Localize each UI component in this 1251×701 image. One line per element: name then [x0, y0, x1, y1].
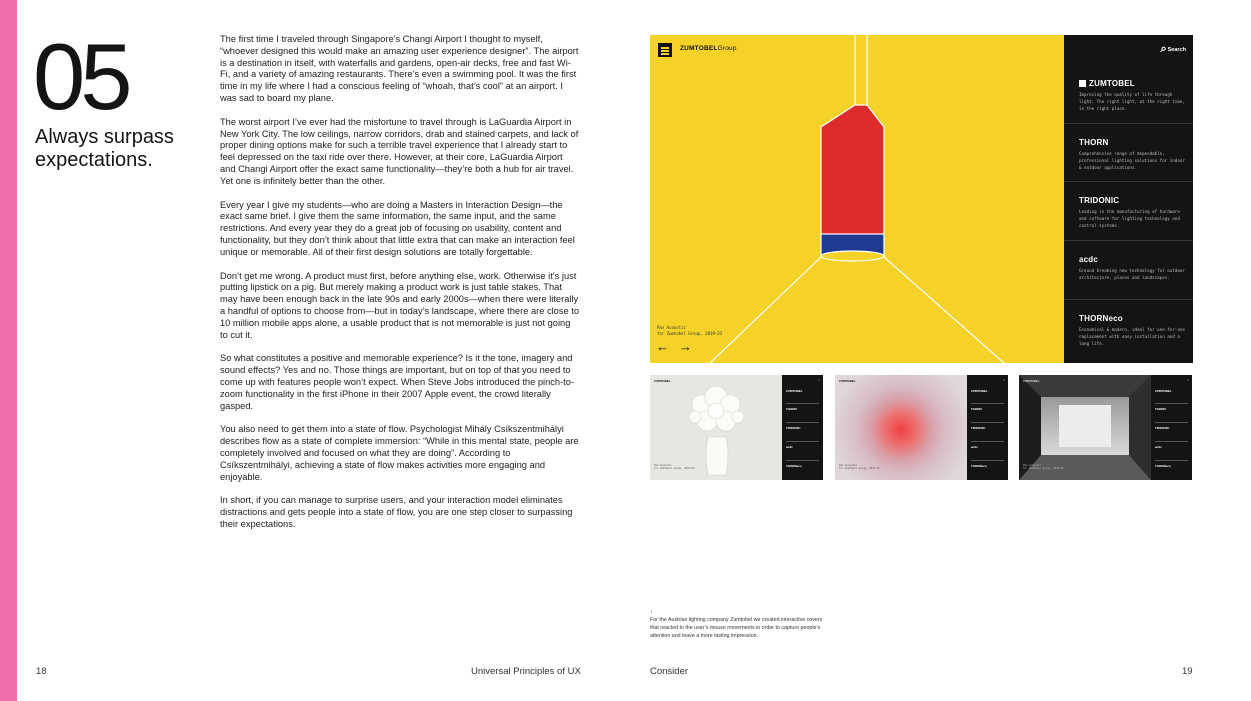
hero-screenshot [650, 35, 1193, 363]
page-number-right: 19 [1182, 666, 1193, 677]
hero-caption: Pan Acoustic for Zumtobel Group, 2019–23 [657, 325, 723, 336]
thumb-caption: Pan Acoustic for Zumtobel Group, 2019–23 [839, 464, 880, 471]
search-icon: ⌕ [818, 378, 820, 382]
thumb-brand-panel: ⌕ ZUMTOBEL THORN TRIDONIC acdc THORNeco [1151, 375, 1192, 480]
brand-item-zumtobel[interactable]: ZUMTOBEL Improving the quality of life through light. The right light, at the right time, in the right place. [1079, 79, 1185, 111]
thumb-brand-panel: ⌕ ZUMTOBEL THORN TRIDONIC acdc THORNeco [967, 375, 1008, 480]
paragraph: You also need to get them into a state of flow. Psychologist Mihály Csíkszentmihályi describes flow as a state of complete immersion: “While in this mental state, people are completely involved and focused on what they are doing”. According to Csíkszentmihályi, achieving a state of flow makes activities more engaging and enjoyable. [220, 424, 579, 482]
search-icon: ⌕ [1003, 378, 1005, 382]
figure-caption [650, 608, 830, 640]
search-button[interactable]: ⌕Search [1160, 43, 1186, 55]
zumtobel-group-logo: ZUMTOBELGroup [680, 45, 737, 52]
chapter-title: Always surpass expectations. [35, 126, 174, 171]
brand-item-tridonic[interactable]: TRIDONIC Leading in the manufacturing of hardware and software for lighting technology and control systems. [1064, 181, 1193, 229]
thumb-pink-glow [835, 375, 1008, 480]
thumb-logo: ZUMTOBEL [839, 379, 856, 383]
figure-caption-text: For the Austrian lighting company Zumtobel we created interactive covers that reacted to the user’s mouse movements in order to capture people’s attention and leave a more lasting impression. [650, 617, 823, 639]
paragraph: In short, if you can manage to surprise users, and your interaction model eliminates distractions and gets people into a state of flow, you are one step closer to surpassing their expectations. [220, 495, 573, 529]
zumtobel-mark-icon [1079, 80, 1086, 87]
brand-item-thorneco[interactable]: THORNeco Economical & modern, ideal for one-for-one replacement with easy installation and a long life. [1064, 299, 1193, 347]
arrow-left-icon[interactable]: ← [656, 339, 669, 354]
chapter-number: 05 [33, 24, 128, 129]
paragraph: The worst airport I’ve ever had the misfortune to travel through is LaGuardia Airport in New York City. The low ceilings, narrow corridors, drab and stained carpets, and lack of proper dining options make for such a terrible travel experience that I already start to feel depressed on the taxi ride over there. However, at their core, LaGuardia Airport and Changi Airport offer the exact same functionality—they’re both a hub for air travel. Yet one is infinitely better than the other. [220, 116, 579, 186]
brand-item-acdc[interactable]: acdc Ground breaking new technology for outdoor architecture, places and landscapes. [1064, 240, 1193, 281]
thumb-caption: Pan Acoustic for Zumtobel Group, 2019–23 [1023, 464, 1064, 471]
hero-brand-panel [1064, 35, 1193, 363]
page-number-left: 18 [36, 666, 47, 677]
thumb-brand-panel: ⌕ ZUMTOBEL THORN TRIDONIC acdc THORNeco [782, 375, 823, 480]
body-text [220, 34, 580, 543]
pendant-lamp-illustration [650, 35, 1064, 363]
thumb-flower-vase [650, 375, 823, 480]
thumb-caption: Pan Acoustic for Zumtobel Group, 2019–23 [654, 464, 695, 471]
search-icon: ⌕ [1160, 43, 1167, 55]
running-title-right: Consider [650, 666, 689, 677]
arrow-up-icon: ↑ [650, 609, 653, 615]
thumb-logo: ZUMTOBEL [654, 379, 671, 383]
hero-yellow-area [650, 35, 1064, 363]
pink-edge-strip [0, 0, 17, 701]
thumb-logo: ZUMTOBEL [1023, 379, 1040, 383]
running-title-left: Universal Principles of UX [471, 666, 581, 677]
paragraph: The first time I traveled through Singapore’s Changi Airport I thought to myself, “whoever designed this would make an amazing user experience designer”. The airport is a destination in itself, with waterfalls and gardens, open-air decks, free and fast Wi-Fi, and a variety of amazing restaurants. There’s even a swimming pool. It was the first time in my life where I had a conscious feeling of “whoah, that’s cool” at an airport. I was sad to board my plane. [220, 34, 579, 103]
paragraph: Every year I give my students—who are doing a Masters in Interaction Design—the exact same brief. I give them the same information, the same input, and the same restrictions. And every year they do a great job of focusing on usability, content and functionality, but they don’t think about that little extra that can make an interaction feel unique or memorable. All of their first design solutions are totally forgettable. [220, 199, 575, 257]
thumb-architecture [1019, 375, 1192, 480]
search-icon: ⌕ [1187, 378, 1189, 382]
brand-item-thorn[interactable]: THORN Comprehensive range of dependable, professional lighting solutions for indoor & outdoor applications. [1064, 123, 1193, 171]
paragraph: Don’t get me wrong. A product must first, before anything else, work. Otherwise it’s just putting lipstick on a pig. But merely making a product work is just table stakes. That may have been enough back in the late 90s and early 2000s—when there were literally a handful of options to choose from—but in today’s landscape, where there are close to 10 million mobile apps alone, a usable product that is not memorable is just not going to cut it. [220, 270, 580, 340]
paragraph: So what constitutes a positive and memorable experience? Is it the tone, imagery and sound effects? Yes and no. Those things are important, but on top of that you need to come up with features people won’t expect. When Steve Jobs introduced the pinch-to-zoom functionality in the first iPhone in their 2007 Apple event, the crowd literally gasped. [220, 353, 574, 411]
arrow-right-icon[interactable]: → [679, 339, 692, 354]
